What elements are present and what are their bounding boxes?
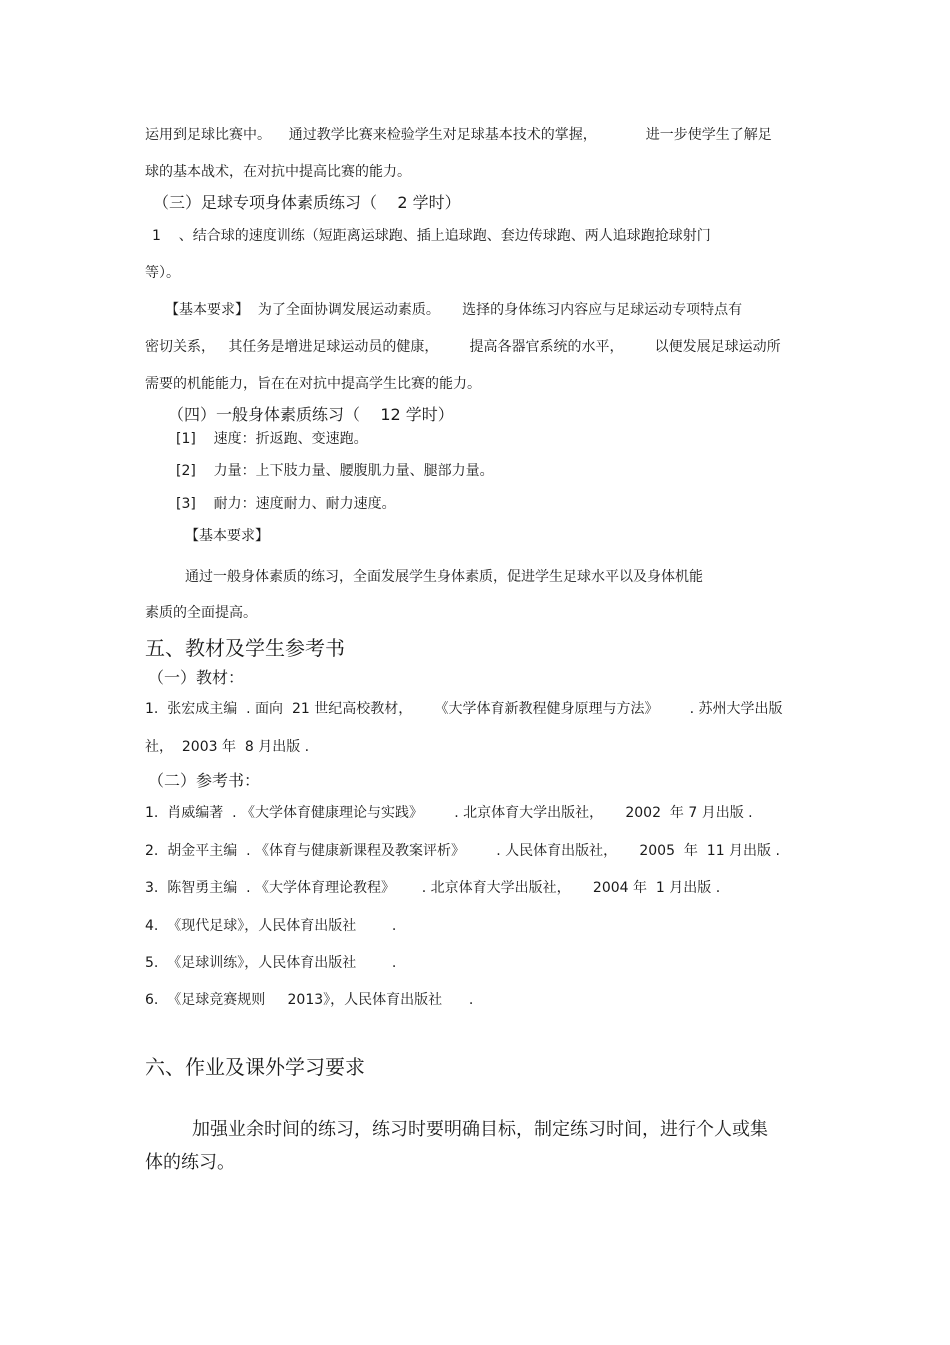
subsection-heading-4: （四）一般身体素质练习（ 12 学时）: [168, 405, 454, 424]
requirement-paragraph: 需要的机能能力，旨在在对抗中提高学生比赛的能力。: [145, 376, 481, 392]
subsection-heading-3: （三）足球专项身体素质练习（ 2 学时）: [153, 193, 461, 212]
reference-entry: 3. 陈智勇主编 . 《大学体育理论教程》 . 北京体育大学出版社， 2004 年 1 月出版 .: [145, 880, 721, 896]
list-item: [2] 力量：上下肢力量、腰腹肌力量、腿部力量。: [176, 463, 494, 479]
section-heading-5: 五、教材及学生参考书: [145, 636, 345, 660]
paragraph-line: 运用到足球比赛中。 通过教学比赛来检验学生对足球基本技术的掌握， 进一步使学生了解足: [145, 127, 772, 143]
subsection-label: （一）教材：: [148, 668, 245, 687]
body-paragraph: 加强业余时间的练习，练习时要明确目标，制定练习时间，进行个人或集: [192, 1119, 768, 1140]
reference-entry: 4. 《现代足球》，人民体育出版社 .: [145, 918, 397, 934]
textbook-entry-continuation: 社， 2003 年 8 月出版 .: [145, 739, 310, 755]
list-item: [1] 速度：折返跑、变速跑。: [176, 431, 368, 447]
reference-entry: 2. 胡金平主编 . 《体育与健康新课程及教案评析》 . 人民体育出版社， 2005 年 11 月出版 .: [145, 843, 780, 859]
reference-entry: 1. 肖威编著 . 《大学体育健康理论与实践》 . 北京体育大学出版社， 2002 年 7 月出版 .: [145, 805, 753, 821]
requirement-paragraph: 素质的全面提高。: [145, 605, 257, 621]
textbook-entry: 1. 张宏成主编 . 面向 21 世纪高校教材， 《大学体育新教程健身原理与方法》 . 苏州大学出版: [145, 701, 783, 717]
body-paragraph: 体的练习。: [145, 1152, 235, 1173]
paragraph-line: 球的基本战术，在对抗中提高比赛的能力。: [145, 164, 411, 180]
list-item: [3] 耐力：速度耐力、耐力速度。: [176, 496, 396, 512]
subsection-label: （二）参考书：: [148, 771, 261, 790]
reference-entry: 5. 《足球训练》，人民体育出版社 .: [145, 955, 397, 971]
list-item: 1 、结合球的速度训练（短距离运球跑、插上追球跑、套边传球跑、两人追球跑抢球射门: [152, 228, 711, 244]
requirement-paragraph: 通过一般身体素质的练习，全面发展学生身体素质，促进学生足球水平以及身体机能: [185, 569, 703, 585]
requirement-label: 【基本要求】: [185, 528, 269, 544]
section-heading-6: 六、作业及课外学习要求: [145, 1055, 365, 1079]
requirement-paragraph: 【基本要求】 为了全面协调发展运动素质。 选择的身体练习内容应与足球运动专项特点有: [165, 302, 743, 318]
reference-entry: 6. 《足球竞赛规则 2013》，人民体育出版社 .: [145, 992, 474, 1008]
requirement-paragraph: 密切关系， 其任务是增进足球运动员的健康， 提高各器官系统的水平， 以便发展足球运动所: [145, 339, 781, 355]
list-item-continuation: 等）。: [145, 265, 180, 281]
